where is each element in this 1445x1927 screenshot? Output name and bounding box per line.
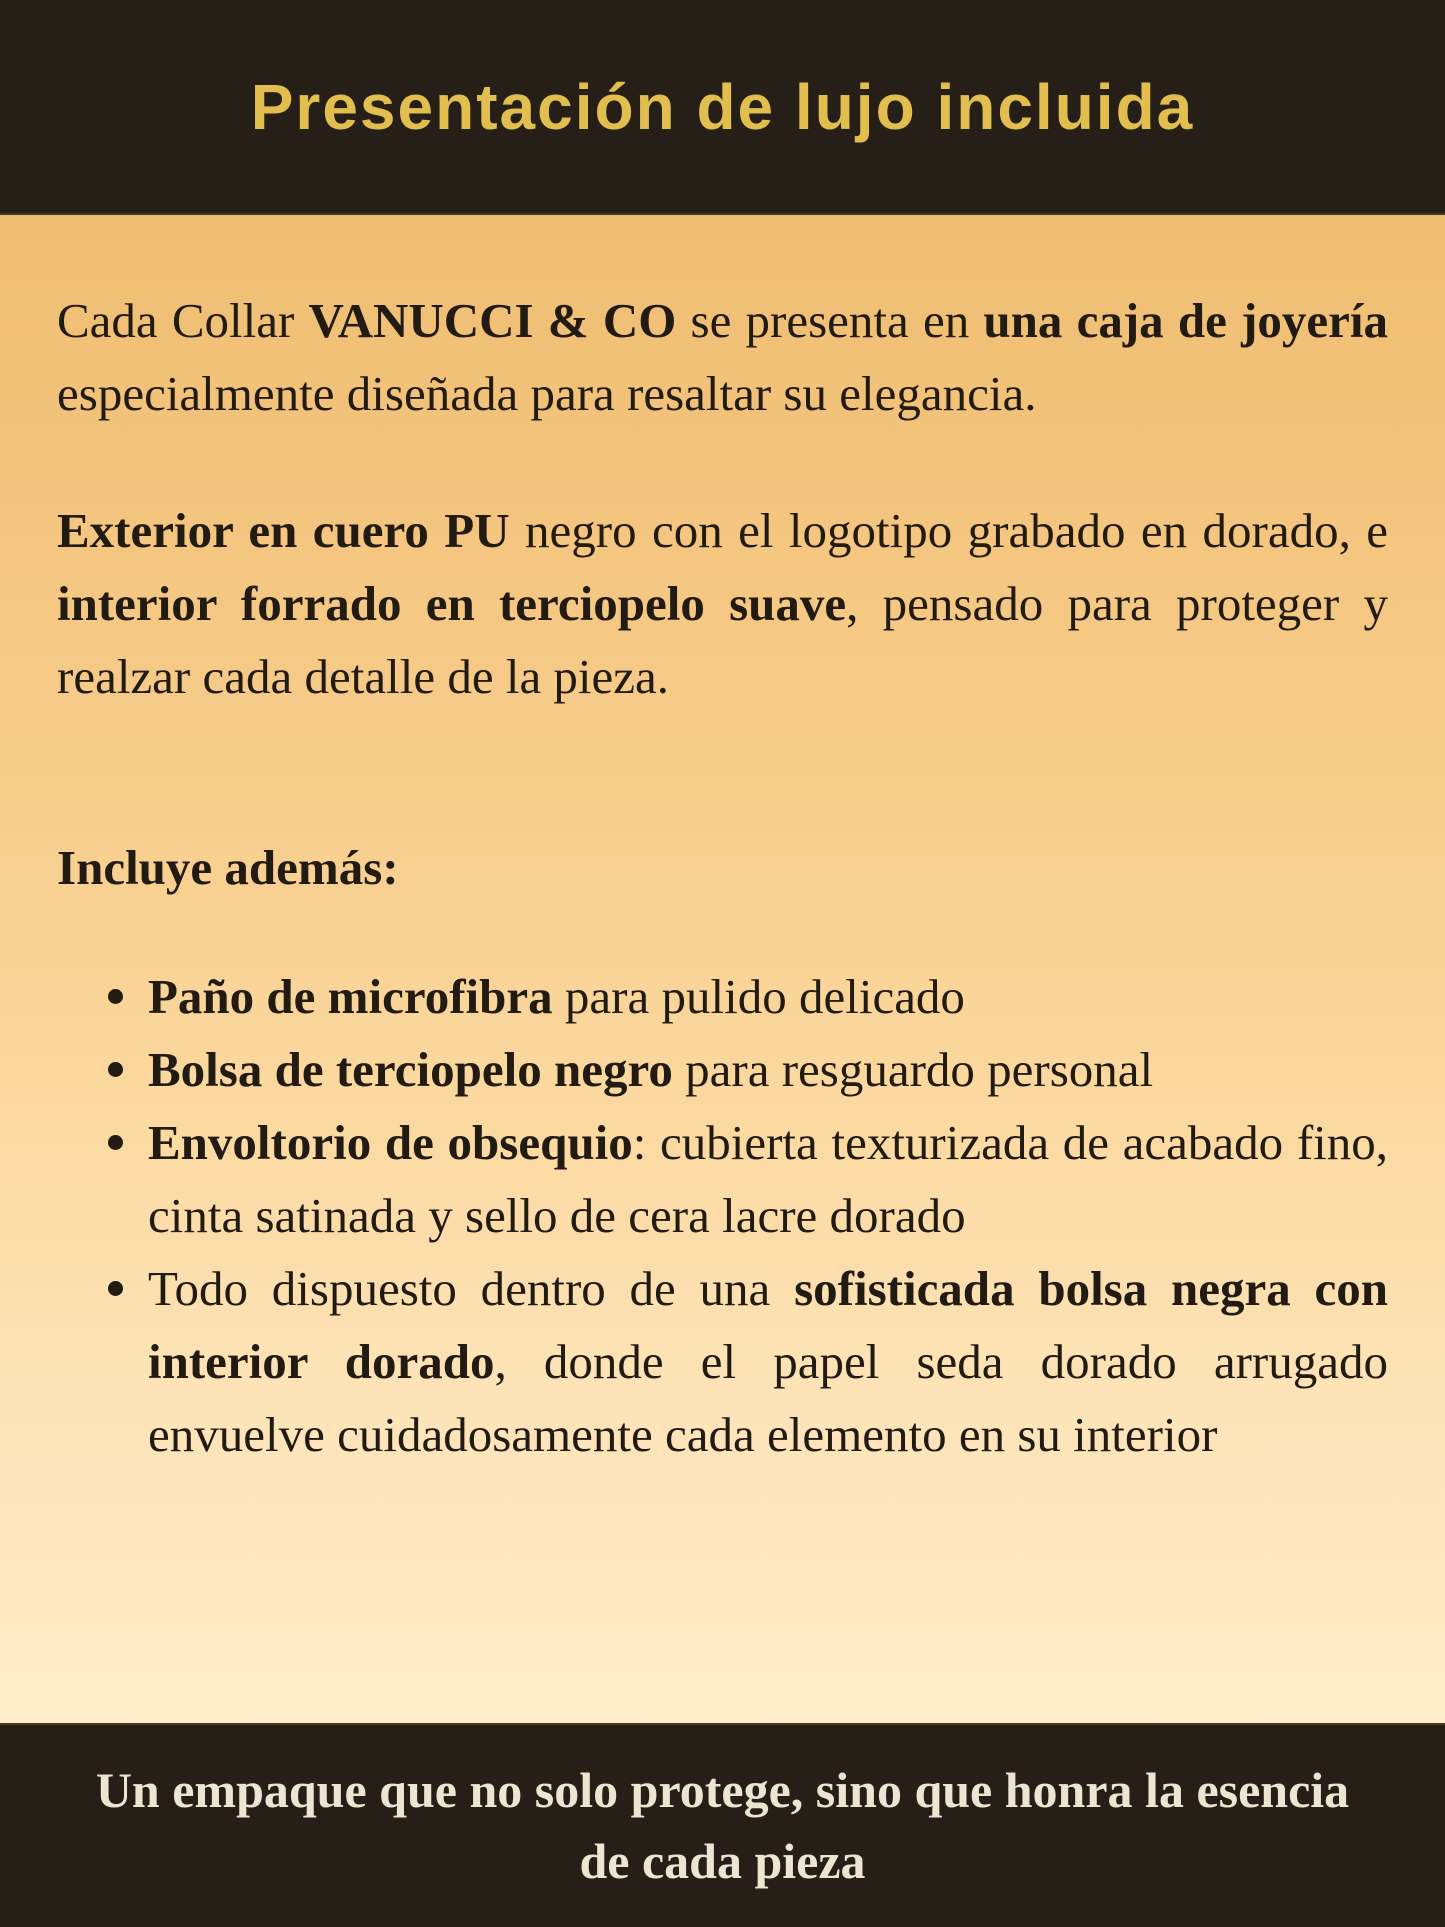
bullet-dot-icon (108, 1281, 123, 1296)
list-heading: Incluye además: (57, 840, 399, 895)
list-item-text: Paño de microfibra para pulido delicado (148, 969, 965, 1024)
footer-banner (0, 1723, 1445, 1927)
bullet-dot-icon (108, 1135, 123, 1150)
list-item (57, 1252, 1388, 1471)
list-item (57, 1033, 1388, 1106)
body-content (0, 215, 1445, 1723)
paragraph-presentation: Cada Collar VANUCCI & CO se presenta en una caja de joyería especialmente diseñada para resaltar su elegancia. (57, 293, 1389, 421)
paragraph-materials: Exterior en cuero PU negro con el logotipo grabado en dorado, e interior forrado en terciopelo suave, pensado para proteger y realzar cada detalle de la pieza. (57, 503, 1388, 704)
list-item-text: Todo dispuesto dentro de una sofisticada bolsa negra con interior dorado, donde el papel seda dorado arrugado envuelve cuidadosamente cada elemento en su interior (148, 1261, 1388, 1462)
page-title: Presentación de lujo incluida (250, 70, 1195, 143)
bullet-dot-icon (108, 989, 123, 1004)
bullet-dot-icon (108, 1062, 123, 1077)
list-item-text: Envoltorio de obsequio: cubierta texturizada de acabado fino, cinta satinada y sello de cera lacre dorado (148, 1115, 1388, 1243)
header-banner (0, 0, 1445, 215)
includes-list (57, 960, 1388, 1471)
list-item (57, 960, 1388, 1033)
list-item (57, 1106, 1388, 1252)
list-item-text: Bolsa de terciopelo negro para resguardo personal (148, 1042, 1154, 1097)
footer-text: Un empaque que no solo protege, sino que honra la esencia de cada pieza (95, 1762, 1350, 1889)
